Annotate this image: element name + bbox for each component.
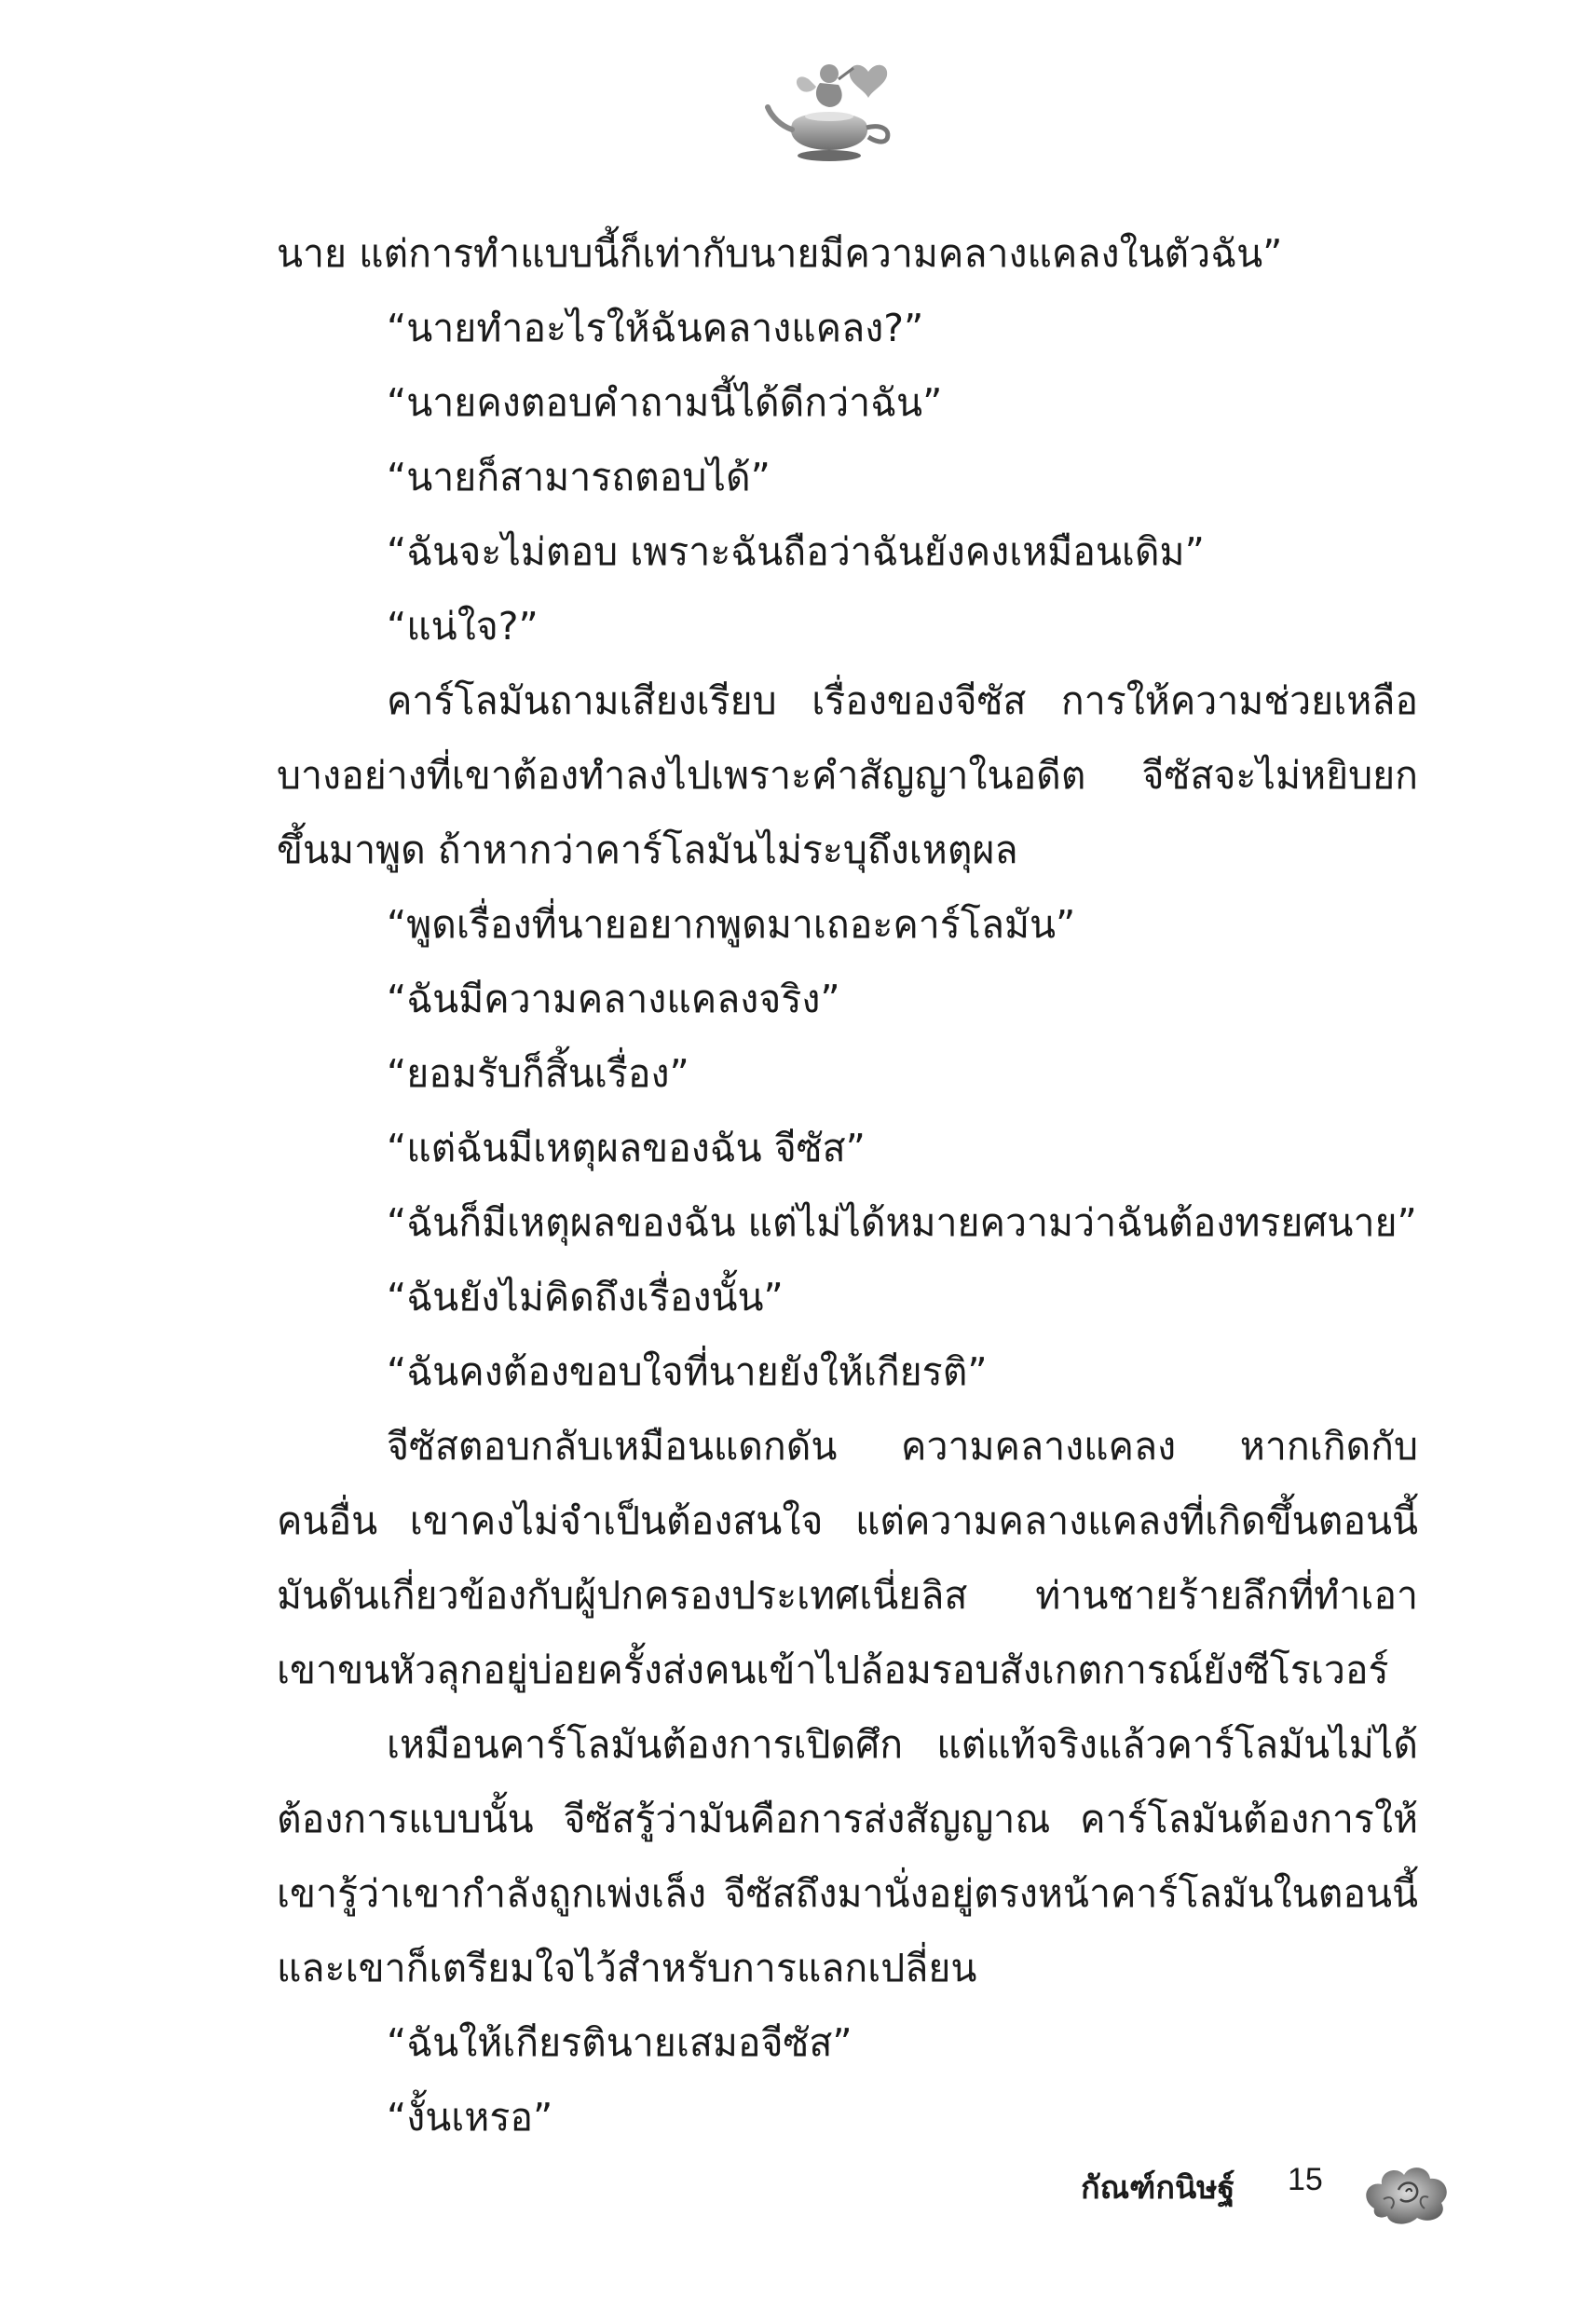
text-line: เหมือนคาร์โลมันต้องการเปิดศึก แต่แท้จริงแล้วคาร์โลมันไม่ได้ [387,1722,1418,1767]
page-number: 15 [1288,2162,1323,2197]
text-line: “ยอมรับก็สิ้นเรื่อง” [387,1051,689,1096]
text-line: เขาขนหัวลุกอยู่บ่อยครั้งส่งคนเข้าไปล้อมรอบสังเกตการณ์ยังซีโรเวอร์ [277,1648,1389,1692]
text-line: “งั้นเหรอ” [387,2095,553,2140]
text-line: “ฉันคงต้องขอบใจที่นายยังให้เกียรติ” [387,1349,988,1394]
chapter-body-text [277,216,1418,2154]
cupid-teapot-icon [764,51,904,168]
rose-icon [1356,2143,1458,2227]
author-name: กัณฑ์กนิษฐ์ [1081,2169,1235,2207]
text-line: “แน่ใจ?” [387,604,539,649]
text-line: “ฉันให้เกียรตินายเสมอจีซัส” [387,2020,853,2065]
text-line: “ฉันก็มีเหตุผลของฉัน แต่ไม่ได้หมายความว่าฉันต้องทรยศนาย” [387,1200,1417,1245]
text-line: นาย แต่การทำแบบนี้ก็เท่ากับนายมีความคลางแคลงในตัวฉัน” [277,231,1283,276]
text-line: “ฉันยังไม่คิดถึงเรื่องนั้น” [387,1275,784,1320]
text-line: “พูดเรื่องที่นายอยากพูดมาเถอะคาร์โลมัน” [387,902,1076,947]
text-line: “ฉันมีความคลางแคลงจริง” [387,977,840,1021]
text-line: และเขาก็เตรียมใจไว้สำหรับการแลกเปลี่ยน [277,1946,977,1990]
text-line: จีซัสตอบกลับเหมือนแดกดัน ความคลางแคลง หากเกิดกับ [387,1424,1418,1469]
page-footer [1053,2143,1463,2227]
text-line: “นายทำอะไรให้ฉันคลางแคลง?” [387,306,924,350]
text-line: “นายคงตอบคำถามนี้ได้ดีกว่าฉัน” [387,380,943,425]
text-line: “แต่ฉันมีเหตุผลของฉัน จีซัส” [387,1126,866,1170]
text-line: บางอย่างที่เขาต้องทำลงไปเพราะคำสัญญาในอดีต จีซัสจะไม่หยิบยก [277,753,1418,798]
text-line: ต้องการแบบนั้น จีซัสรู้ว่ามันคือการส่งสัญญาณ คาร์โลมันต้องการให้ [277,1797,1418,1841]
text-line: มันดันเกี่ยวข้องกับผู้ปกครองประเทศเนี่ยลิส ท่านชายร้ายลึกที่ทำเอา [277,1573,1418,1618]
text-line: เขารู้ว่าเขากำลังถูกเพ่งเล็ง จีซัสถึงมานั่งอยู่ตรงหน้าคาร์โลมันในตอนนี้ [277,1871,1418,1916]
text-line: คาร์โลมันถามเสียงเรียบ เรื่องของจีซัส การให้ความช่วยเหลือ [387,678,1418,723]
text-line: “ฉันจะไม่ตอบ เพราะฉันถือว่าฉันยังคงเหมือนเดิม” [387,529,1205,574]
text-line: คนอื่น เขาคงไม่จำเป็นต้องสนใจ แต่ความคลางแคลงที่เกิดขึ้นตอนนี้ [277,1498,1418,1543]
text-line: ขึ้นมาพูด ถ้าหากว่าคาร์โลมันไม่ระบุถึงเหตุผล [277,827,1018,872]
text-line: “นายก็สามารถตอบได้” [387,455,771,499]
